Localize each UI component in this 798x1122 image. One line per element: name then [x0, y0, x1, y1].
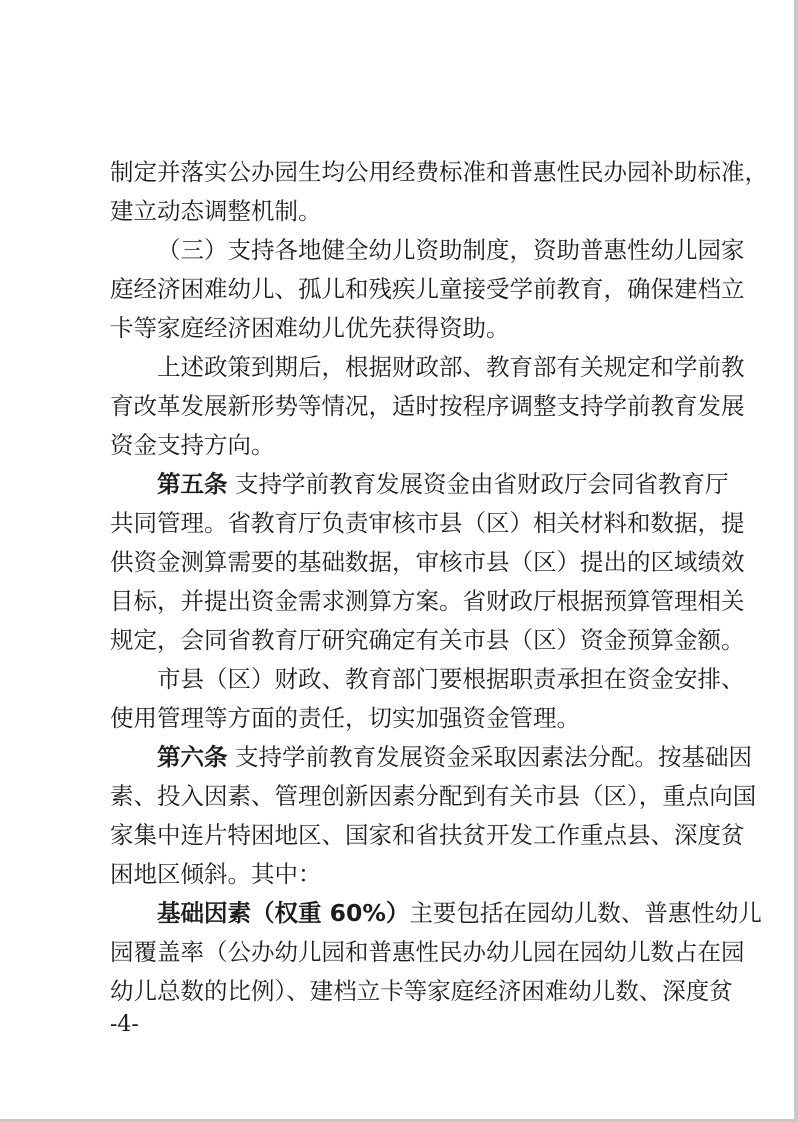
line-text: 目标，并提出资金需求测算方案。省财政厅根据预算管理相关 [110, 587, 745, 615]
article-number: 第五条 [157, 470, 228, 498]
text-line [110, 855, 704, 893]
text-line [110, 777, 757, 815]
text-line [110, 699, 704, 737]
line-text: 共同管理。省教育厅负责审核市县（区）相关材料和数据，提 [110, 509, 745, 537]
line-text: 供资金测算需要的基础数据，审核市县（区）提出的区域绩效 [110, 548, 745, 576]
text-line [110, 270, 745, 308]
line-text: 园覆盖率（公办幼儿园和普惠性民办幼儿园在园幼儿数占在园 [110, 938, 745, 966]
line-text: 支持学前教育发展资金由省财政厅会同省教育厅 [227, 470, 729, 498]
text-line [110, 387, 745, 425]
line-text: 幼儿总数的比例）、建档立卡等家庭经济困难幼儿数、深度贫 [110, 977, 733, 1005]
line-text: （三）支持各地健全幼儿资助制度，资助普惠性幼儿园家 [157, 236, 745, 264]
text-line [110, 543, 745, 581]
text-line [110, 582, 745, 620]
article-number: 第六条 [157, 743, 228, 771]
paragraph-first-line [157, 348, 745, 386]
text-line [110, 153, 768, 191]
text-line [110, 504, 745, 542]
text-line [110, 816, 745, 854]
article-heading-line [157, 465, 729, 503]
line-text: 家集中连片特困地区、国家和省扶贫开发工作重点县、深度贫 [110, 821, 745, 849]
text-line [110, 972, 733, 1010]
line-text: 育改革发展新形势等情况，适时按程序调整支持学前教育发展 [110, 392, 745, 420]
line-text: 上述政策到期后，根据财政部、教育部有关规定和学前教 [157, 353, 745, 381]
line-text: 素、投入因素、管理创新因素分配到有关市县（区），重点向国 [110, 782, 757, 810]
line-text: 庭经济困难幼儿、孤儿和残疾儿童接受学前教育，确保建档立 [110, 275, 745, 303]
line-text: 主要包括在园幼儿数、普惠性幼儿 [409, 899, 762, 927]
text-line [110, 933, 745, 971]
line-text: 使用管理等方面的责任，切实加强资金管理。 [110, 704, 580, 732]
line-text: 市县（区）财政、教育部门要根据职责承担在资金安排、 [157, 665, 745, 693]
line-text: 规定，会同省教育厅研究确定有关市县（区）资金预算金额。 [110, 626, 745, 654]
line-text: 建立动态调整机制。 [110, 197, 322, 225]
page-number: -4- [110, 1012, 139, 1037]
line-text: 支持学前教育发展资金采取因素法分配。按基础因 [227, 743, 752, 771]
text-line [110, 309, 704, 347]
text-line [110, 621, 745, 659]
scan-edge-right [794, 0, 798, 1122]
text-line [110, 192, 704, 230]
line-text: 资金支持方向。 [110, 431, 275, 459]
text-line [110, 426, 704, 464]
factor-label: 基础因素（权重 60%） [157, 899, 410, 927]
article-heading-line [157, 738, 752, 776]
line-text: 卡等家庭经济困难幼儿优先获得资助。 [110, 314, 510, 342]
line-text: 困地区倾斜。其中： [110, 860, 322, 888]
paragraph-first-line [157, 231, 745, 269]
line-text: 制定并落实公办园生均公用经费标准和普惠性民办园补助标准， [110, 158, 768, 186]
paragraph-first-line [157, 660, 745, 698]
factor-heading-line [157, 894, 762, 932]
